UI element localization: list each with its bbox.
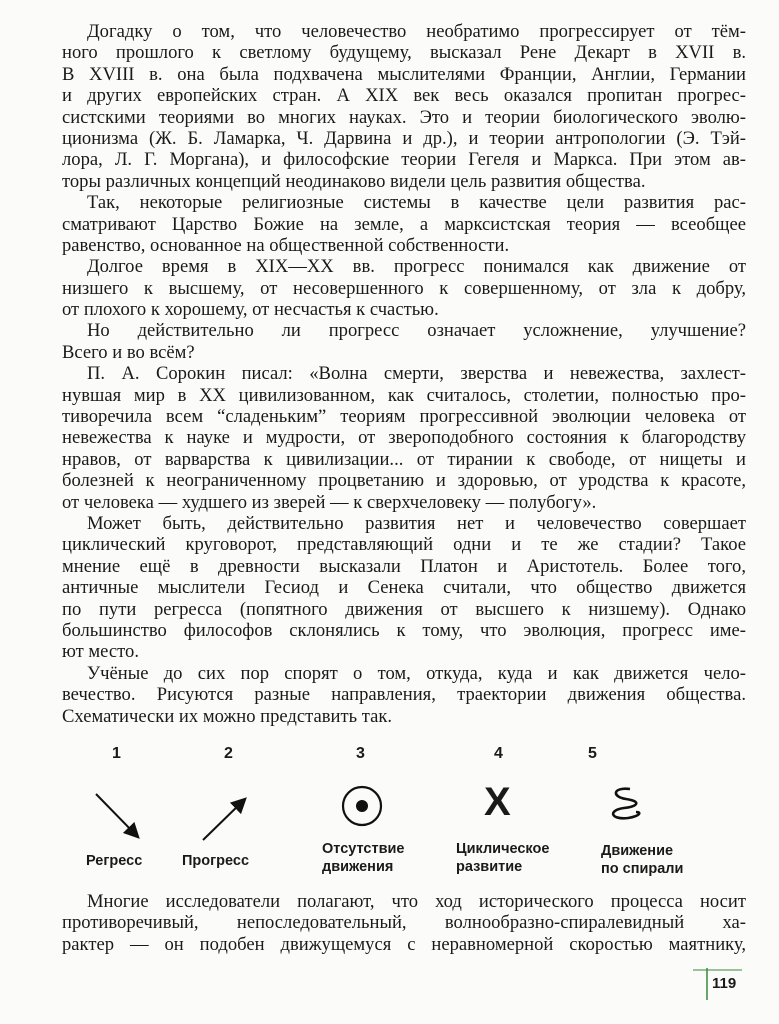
text-line: невежества к науке и мудрости, от звероподобного состояния к благородству — [62, 427, 746, 449]
arrow-up-right-icon — [203, 800, 244, 840]
text-line: ют место. — [62, 641, 139, 663]
text-line: ного прошлого к светлому будущему, высказал Рене Декарт в XVII в. — [62, 42, 746, 64]
text-line: В XVIII в. она была подхвачена мыслителями Франции, Англии, Германии — [62, 63, 746, 85]
label-line: Отсутствие — [322, 841, 405, 857]
label-line: развитие — [456, 859, 523, 875]
diagram-label-progress: Прогресс — [182, 853, 250, 869]
bottom-text — [62, 891, 746, 955]
diagram-label-regress: Регресс — [86, 853, 143, 869]
text-line: Многие исследователи полагают, что ход исторического процесса носит — [87, 891, 746, 912]
text-line: систскими теориями во многих науках. Это и теории биологического эволю- — [62, 106, 746, 128]
text-line: от плохого к хорошему, от несчастья к счастью. — [62, 299, 439, 321]
diagram-number-2: 2 — [224, 745, 233, 762]
text-line: ционизма (Ж. Б. Ламарка, Ч. Дарвина и др.), и теории антропологии (Э. Тэй- — [62, 127, 746, 149]
text-line: Учёные до сих пор спорят о том, откуда, куда и как движется чело- — [87, 662, 746, 684]
label-line: Движение — [601, 843, 674, 859]
page-number: 119 — [712, 975, 737, 992]
text-line: равенство, основанное на общественной собственности. — [62, 234, 510, 256]
text-line: мнение ещё в древности высказали Платон и Аристотель. Более того, — [62, 555, 746, 577]
cross-icon: X — [484, 780, 511, 824]
text-line: Всего и во всём? — [62, 341, 195, 363]
text-line: Но действительно ли прогресс означает усложнение, улучшение? — [87, 320, 746, 342]
text-line: противоречивый, непоследовательный, волнообразно-спиралевидный ха- — [62, 912, 746, 934]
diagram-number-5: 5 — [588, 745, 597, 762]
label-line: движения — [322, 859, 394, 875]
text-line: болезней к неограниченному процветанию и здоровью, от уродства к красоте, — [62, 470, 746, 492]
text-line: торы различных концепций неодинаково видели цель развития общества. — [62, 170, 646, 192]
text-line: вечество. Рисуются разные направления, траектории движения общества. — [62, 684, 746, 706]
text-line: по пути регресса (попятного движения от высшего к низшему). Однако — [62, 598, 746, 620]
text-line: от человека — худшего из зверей — к сверхчеловеку — полубогу». — [62, 491, 597, 513]
text-line: П. А. Сорокин писал: «Волна смерти, зверства и невежества, захлест- — [87, 363, 746, 385]
text-line: Так, некоторые религиозные системы в качестве цели развития рас- — [87, 192, 746, 214]
diagram-label-spiral — [601, 842, 683, 878]
diagram-number-4: 4 — [494, 745, 503, 762]
text-line: античные мыслители Гесиод и Сенека считали, что общество движется — [62, 577, 746, 599]
text-line: циклический круговорот, представляющий одни и те же стадии? Такое — [62, 534, 746, 556]
text-line: большинство философов склонялись к тому, что эволюция, прогресс име- — [62, 619, 746, 641]
label-line: по спирали — [601, 861, 684, 877]
text-line: тиворечила всем “сладеньким” теориям прогрессивной эволюции человека от — [62, 406, 746, 428]
text-line: нравов, от варварства к цивилизации... от тирании к свободе, от нищеты и — [62, 448, 746, 470]
spiral-icon — [613, 789, 639, 819]
diagram-number-3: 3 — [356, 745, 365, 762]
text-line: и других европейских стран. А XIX век весь оказался пропитан прогрес- — [62, 85, 746, 107]
text-line: Схематически их можно представить так. — [62, 705, 393, 727]
label-line: Циклическое — [456, 841, 550, 857]
diagram-label-cyclic — [456, 840, 549, 876]
diagram-number-1: 1 — [112, 745, 121, 762]
circled-dot-icon — [343, 787, 381, 825]
text-line: сматривают Царство Божие на земле, а марксистская теория — всеобщее — [62, 213, 746, 235]
text-line: низшего к высшему, от несовершенного к совершенному, от зла к добру, — [62, 277, 746, 299]
text-line: Может быть, действительно развития нет и человечество совершает — [87, 512, 746, 534]
diagram-label-no-movement — [322, 840, 404, 876]
text-line: Долгое время в XIX—XX вв. прогресс понимался как движение от — [87, 256, 746, 278]
text-line: Догадку о том, что человечество необратимо прогрессирует от тём- — [87, 21, 746, 42]
text-line: лора, Л. Г. Моргана), и философские теории Гегеля и Маркса. При этом ав- — [62, 149, 746, 171]
arrow-down-right-icon — [96, 794, 137, 836]
text-line: нувшая мир в XX цивилизованном, как считалось, столетии, полностью про- — [62, 384, 746, 406]
text-line: рактер — он подобен движущемуся с неравномерной скоростью маятнику, — [62, 933, 746, 955]
